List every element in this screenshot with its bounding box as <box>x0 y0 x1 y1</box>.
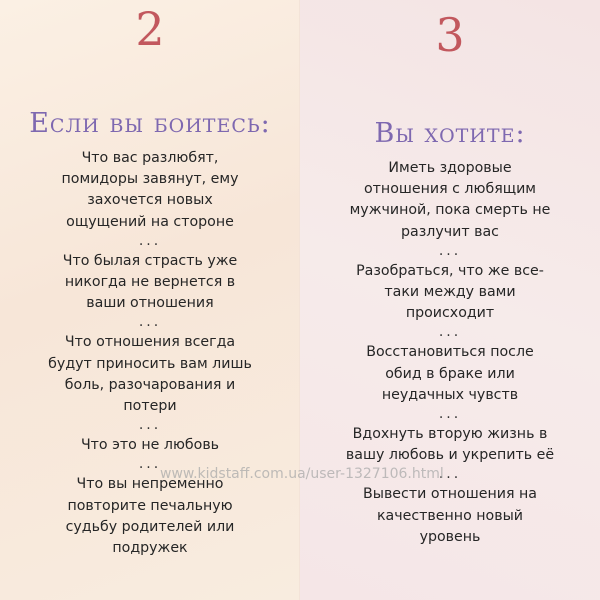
list-separator: ... <box>438 242 462 259</box>
list-separator: ... <box>138 456 162 473</box>
list-item: Вдохнуть вторую жизнь в вашу любовь и укрепить её <box>345 426 555 464</box>
fears-list <box>18 148 282 559</box>
wishes-list <box>318 158 582 548</box>
list-item: Что былая страсть уже никогда не вернется в ваши отношения <box>62 252 238 312</box>
list-separator: ... <box>138 314 162 331</box>
right-heading: Вы хотите: <box>374 118 526 149</box>
list-separator: ... <box>138 232 162 249</box>
list-item: Восстановиться после обид в браке или неудачных чувств <box>366 344 534 403</box>
left-heading: Если вы боитесь: <box>29 108 271 139</box>
list-separator: ... <box>438 466 462 483</box>
list-separator: ... <box>438 406 462 423</box>
list-item: Что это не любовь <box>80 437 220 454</box>
list-item: Что отношения всегда будут приносить вам лишь боль, разочарования и потери <box>48 334 252 415</box>
watermark-text: www.kidstaff.com.ua/user-1327106.html <box>160 466 444 482</box>
right-column <box>300 0 600 600</box>
list-separator: ... <box>138 417 162 434</box>
list-separator: ... <box>438 324 462 341</box>
list-item: Вывести отношения на качественно новый уровень <box>363 486 537 545</box>
list-item: Что вас разлюбят, помидоры завянут, ему захочется новых ощущений на стороне <box>61 150 239 230</box>
right-step-number: 3 <box>435 8 465 62</box>
list-item: Что вы непременно повторите печальную судьбу родителей или подружек <box>65 476 235 557</box>
list-item: Иметь здоровые отношения с любящим мужчиной, пока смерть не разлучит вас <box>349 160 551 240</box>
left-step-number: 2 <box>135 2 165 56</box>
list-item: Разобраться, что же все- таки между вами происходит <box>356 262 544 322</box>
